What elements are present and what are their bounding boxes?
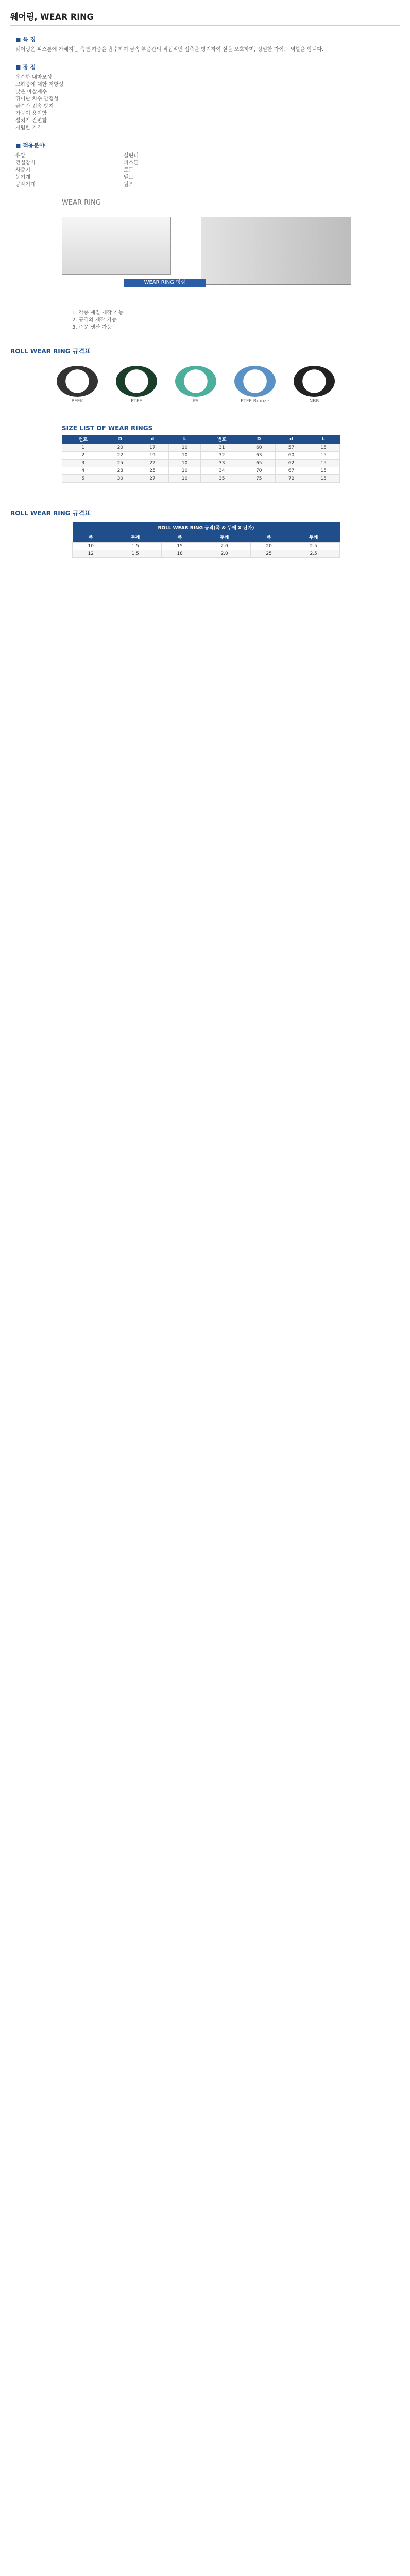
diagram-notes: [72, 310, 410, 331]
app-item: 피스톤: [124, 160, 139, 166]
advantage-item: 금속간 접촉 방지: [15, 104, 54, 109]
advantage-item: 가공이 용이함: [15, 111, 47, 116]
feature-label: ■ 특 징: [15, 36, 36, 43]
app-item: 건설장비: [15, 160, 36, 166]
advantages-list: [15, 74, 410, 132]
diagram-title: WEAR RING: [62, 199, 101, 207]
advantage-item: 우수한 내마모성: [15, 75, 52, 80]
roll-item: PEEK: [54, 366, 100, 404]
diagram: [62, 212, 350, 304]
roll-item: PA: [173, 366, 219, 404]
ring-icon: [116, 366, 157, 397]
advantage-item: 낮은 마찰계수: [15, 89, 47, 95]
note: 2. 규격외 제작 가능: [72, 317, 117, 323]
ring-icon: [234, 366, 276, 397]
divider: [10, 25, 400, 26]
roll-item: NBR: [291, 366, 337, 404]
roll-title: ROLL WEAR RING 규격표: [10, 348, 91, 355]
app-item: 사출기: [15, 167, 30, 173]
app-item: 펌프: [124, 182, 134, 188]
roll-item: PTFE: [113, 366, 160, 404]
advantage-item: 뛰어난 치수 안정성: [15, 96, 59, 102]
ring-icon: [294, 366, 335, 397]
ring-icon: [57, 366, 98, 397]
advantages-label: ■ 장 점: [15, 64, 36, 71]
apps-columns: [15, 152, 211, 189]
ring-icon: [175, 366, 216, 397]
apps-label: ■ 적용분야: [15, 142, 45, 149]
app-item: 로드: [124, 167, 134, 173]
feature-text: 웨어링은 피스톤에 가해지는 측면 하중을 흡수하여 금속 부품간의 직접적인 접촉을 방지하여 실을 보호하며, 정밀한 가이드 역할을 합니다.: [15, 47, 324, 53]
note: 3. 주문 생산 가능: [72, 325, 112, 330]
advantage-item: 고하중에 대한 저항성: [15, 82, 64, 88]
app-item: 실린더: [124, 153, 139, 159]
app-item: 농기계: [15, 175, 30, 180]
advantage-item: 저렴한 가격: [15, 125, 42, 131]
page-title: 웨어링, WEAR RING: [10, 12, 94, 22]
size-table: SIZE LIST OF WEAR RINGS 번호 D d L 번호 D d L 1 20 17 10 31 60 57 15 2 22 19 10 32 63 60 15 3 25 22 10 33 65 62 15 4 28 25 10 34 70 67 15 5 30 27 10 35 75 72 15: [62, 425, 340, 483]
order-table: ROLL WEAR RING 규격(폭 & 두께 X 단가) 폭 두께 폭 두께 폭 두께 10 1.5 15 2.0 20 2.5 12 1.5 18 2.0 25 2.5: [72, 522, 340, 558]
app-item: 공작기계: [15, 182, 36, 188]
footer-title: ROLL WEAR RING 규격표: [10, 510, 91, 517]
ring-diagram-left: [62, 217, 171, 275]
roll-list: [54, 366, 410, 404]
advantage-item: 설치가 간편함: [15, 118, 47, 124]
app-item: 밸브: [124, 175, 134, 180]
note: 1. 각종 재질 제작 가능: [72, 310, 124, 316]
table: 번호 D d L 번호 D d L 1 20 17 10 31 60 57 15 2 22 19 10 32 63 60 15 3 25 22 10 33 65 62 15 4 28 25 10 34 70 67 15 5 30 27 10 35 75 72 15: [62, 435, 340, 483]
app-item: 유압: [15, 153, 26, 159]
roll-item: PTFE Bronze: [232, 366, 278, 404]
ring-diagram-right: [201, 217, 351, 285]
diagram-tag: WEAR RING 형상: [124, 279, 206, 287]
